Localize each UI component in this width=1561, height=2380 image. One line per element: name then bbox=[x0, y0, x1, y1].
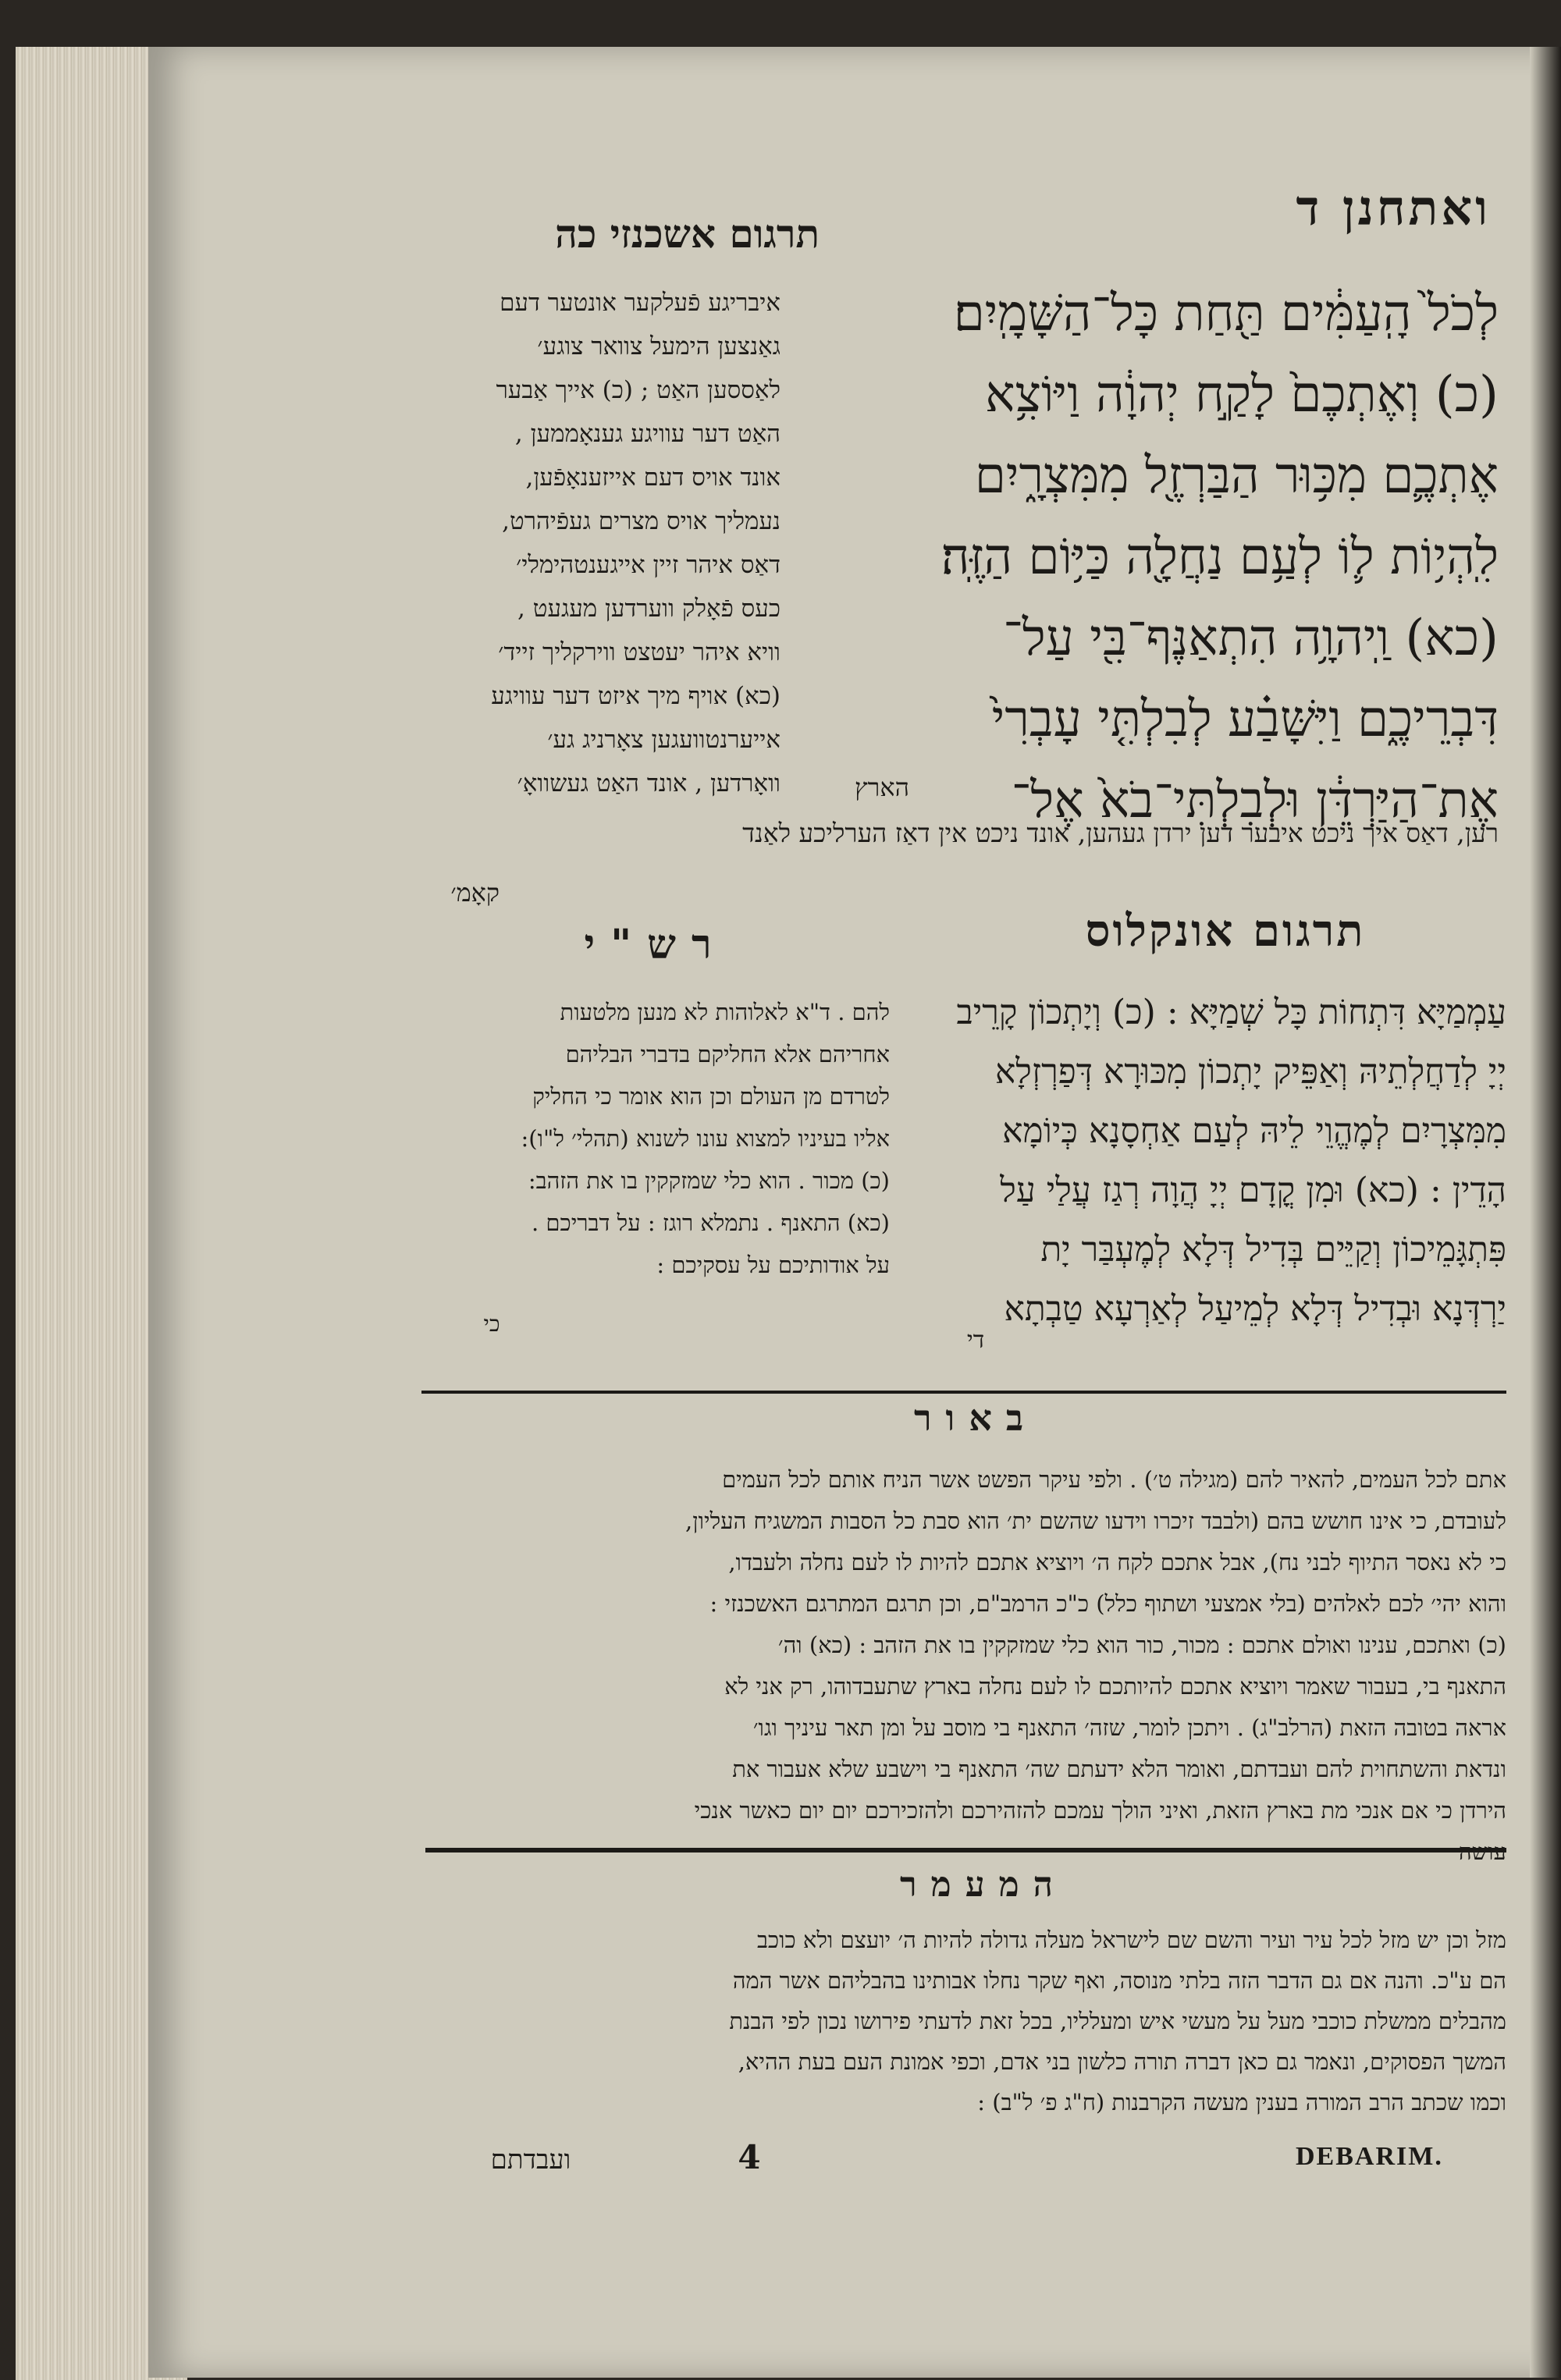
page-number: 4 bbox=[738, 2138, 761, 2176]
ashkenazi-line: האַט דער עוויגע גענאָממען , bbox=[514, 420, 780, 448]
torah-line: לְכֹל֙ הָֽעַמִּ֔ים תַּ֖חַת כָּל־הַשָּׁמָֽיִם׃ bbox=[953, 285, 1499, 343]
rashi-line: (כ) מכור . הוא כלי שמזקקין בו את הזהב: bbox=[528, 1167, 890, 1194]
section-divider bbox=[421, 1391, 1506, 1394]
ashkenazi-full-line: רען, דאַס איך ניכט איבער דען ירדן געהען, אונד ניכט אין דאַז הערליכע לאַנד bbox=[742, 818, 1499, 848]
biur-line: לעובדם, כי אינו חושש בהם (ולבבד זיכרו וידעו שהשם ית׳ הוא סבת כל הסבות המשגיח העליון, bbox=[684, 1508, 1506, 1534]
onkelos-line: יְיָ לְדַחֲלְתֵיהּ וְאַפֵּיק יָתְכוֹן מִכּוּרָא דְּפַרְזְלָא bbox=[994, 1052, 1506, 1092]
book-name: DEBARIM. bbox=[1296, 2142, 1443, 2171]
ashkenazi-line: אייערנטוועגען צאָרניג גע׳ bbox=[547, 726, 780, 754]
section-divider bbox=[425, 1848, 1506, 1852]
ashkenazi-end: קאָמ׳ bbox=[450, 878, 500, 908]
meamar-line: המשך הפסוקים, ונאמר גם כאן דברה תורה כלשון בני אדם, וכפי אמונת העם בעת ההיא, bbox=[738, 2048, 1506, 2075]
biur-line: (כ) ואתכם, ענינו ואולם אתכם : מכור, כור הוא כלי שמזקקין בו את הזהב : (כא) וה׳ bbox=[777, 1632, 1506, 1658]
ashkenazi-line: איבריגע פֿעלקער אונטער דעם bbox=[500, 289, 780, 317]
rashi-title: רש"י bbox=[584, 921, 727, 968]
onkelos-title: תרגום אונקלוס bbox=[1085, 905, 1366, 957]
torah-line: אֶת־הַיַּרְדֵּ֔ן וּלְבִלְתִּי־בֹא֙ אֶל־ bbox=[1011, 772, 1499, 829]
torah-line: (כ) וְאֶתְכֶם֙ לָקַ֣ח יְהוָ֔ה וַיּוֹצִ֥א bbox=[985, 366, 1499, 424]
targum-ashkenazi-header: תרגום אשכנזי כה bbox=[555, 211, 820, 257]
ashkenazi-line: וויא איהר יעטצט ווירקליך זייד׳ bbox=[498, 638, 780, 666]
ashkenazi-line: (כא) אויף מיך איזט דער עוויגע bbox=[491, 682, 780, 710]
onkelos-line: יַרְדְּנָא וּבְדִיל דְּלָא לְמֵיעַל לְאַרְעָא טַבְתָא bbox=[1004, 1289, 1506, 1329]
parsha-header: ואתחנן ד bbox=[1296, 179, 1491, 236]
book-spine-shadow bbox=[1530, 47, 1561, 2378]
torah-text bbox=[773, 273, 1499, 841]
rashi-line: להם . ד"א לאלוהות לא מנען מלטעות bbox=[560, 999, 890, 1025]
rashi-text bbox=[390, 991, 890, 1286]
ashkenazi-line: גאַנצען הימעל צוואר צוגע׳ bbox=[537, 332, 780, 361]
torah-line: (כא) וַֽיהוָ֥ה הִתְאַנֶּף־בִּ֖י עַל־ bbox=[1003, 609, 1499, 667]
meamar-title: המעמר bbox=[900, 1865, 1067, 1905]
ashkenazi-line: אונד אויס דעם אייזענאָפֿען, bbox=[525, 464, 780, 492]
ashkenazi-line: נעמליך אויס מצרים געפֿיהרט, bbox=[502, 507, 780, 535]
catchword-haaretz: הארץ bbox=[855, 773, 909, 802]
ashkenazi-translation bbox=[382, 281, 780, 805]
rashi-line: על אודותיכם על עסקיכם : bbox=[656, 1252, 890, 1278]
biur-title: באור bbox=[913, 1397, 1038, 1439]
footer-catchword: ועבדתם bbox=[490, 2144, 571, 2176]
torah-line: לִֽהְי֥וֹת ל֛וֹ לְעַ֥ם נַחֲלָ֖ה כַּיּ֥וֹם הַזֶּֽה׃ bbox=[941, 528, 1499, 586]
ashkenazi-line: וואָרדען , אונד האַט געשוואָ׳ bbox=[517, 769, 780, 797]
meamar-line: וכמו שכתב הרב המורה בענין מעשה הקרבנות (ח"ג פ׳ ל"ב) : bbox=[977, 2089, 1506, 2115]
rashi-line: אחריהם אלא החליקם בדברי הבליהם bbox=[565, 1041, 890, 1067]
rashi-line: לטרדם מן העולם וכן הוא אומר כי החליק bbox=[532, 1083, 890, 1110]
biur-line: כי לא נאסר התיוף לבני נח), אבל אתכם לקח ה׳ ויוציא אתכם להיות לו לעם נחלה ולעבדו, bbox=[728, 1549, 1506, 1575]
biur-line: אתם לכל העמים, להאיר להם (מגילה ט׳) . ולפי עיקר הפשט אשר הניח אותם לכל העמים bbox=[722, 1466, 1506, 1493]
biur-line: התאנף בי, בעבור שאמר ויוציא אתכם להיותכם לו לעם נחלה בארץ שתעבדוהו, רק אני לא bbox=[724, 1673, 1506, 1700]
biur-text bbox=[406, 1459, 1506, 1873]
onkelos-line: עַמְמַיָּא דִּתְחוֹת כָּל שְׁמַיָּא : (כ) וְיָתְכוֹן קָרֵיב bbox=[956, 993, 1506, 1032]
meamar-line: מהבלים ממשלת כוכבי מעל על מעשי איש ומעלליו, בכל זאת לדעתי פירושו נכון לפי הבנת bbox=[729, 2008, 1506, 2034]
rashi-catchword: כי bbox=[483, 1311, 500, 1337]
rashi-line: אליו בעיניו למצוא עונו לשנוא (תהלי׳ ל"ו): bbox=[521, 1125, 890, 1152]
onkelos-line: פִּתְגָּמֵיכוֹן וְקַיֵּים בְּדִיל דְּלָא לְמֶעְבַּר יָת bbox=[1040, 1230, 1506, 1270]
ashkenazi-line: לאַססען האַט ; (כ) אייך אַבער bbox=[496, 376, 780, 404]
onkelos-line: הָדֵין : (כא) וּמִן קֳדָם יְיָ הֲוָה רְגַז עֲלַי עַל bbox=[1000, 1170, 1506, 1210]
biur-line: אראה בטובה הזאת (הרלב"ג) . ויתכן לומר, שזה׳ התאנף בי מוסב על ומן תאר עיניך וגו׳ bbox=[752, 1714, 1506, 1741]
biur-line: ונדאת והשתחוית להם ועבדתם, ואומר הלא ידעתם שה׳ התאנף בי וישבע שלא אעבור את bbox=[732, 1756, 1506, 1782]
onkelos-line: מִמִּצְרָיִם לְמֶהֱוֵי לֵיהּ לְעַם אַחְסָנָא כְּיוֹמָא bbox=[1002, 1111, 1506, 1151]
torah-line: אֶתְכֶ֛ם מִכּ֥וּר הַבַּרְזֶ֖ל מִמִּצְרָ֑יִם bbox=[974, 447, 1499, 505]
biur-line: והוא יהי׳ לכם לאלהים (בלי אמצעי ושתוף כלל) כ"כ הרמב"ם, וכן תרגם המתרגם האשכנזי : bbox=[709, 1590, 1506, 1617]
biur-line: הירדן כי אם אנכי מת בארץ הזאת, ואיני הולך עמכם להזהירכם ולהזכירכם יום יום כאשר אנכי bbox=[694, 1797, 1506, 1824]
meamar-line: מזל וכן יש מזל לכל עיר ועיר והשם שם לישראל מעלה גדולה להיות ה׳ יועצם ולא כוכב bbox=[756, 1927, 1506, 1953]
rashi-line: (כא) התאנף . נתמלא רוגז : על דבריכם . bbox=[531, 1210, 890, 1236]
torah-line: דִּבְרֵיכֶ֑ם וַיִּשָּׁבַ֗ע לְבִלְתִּ֤י עָבְרִי֙ bbox=[991, 691, 1499, 748]
meamar-line: הם ע"כ. והנה אם גם הדבר הזה בלתי מנוסה, ואף שקר נחלו אבותינו בהבליהם אשר המה bbox=[732, 1967, 1506, 1994]
onkelos-text bbox=[905, 983, 1506, 1339]
ashkenazi-line: כעס פֿאָלק ווערדען מעגעט , bbox=[517, 595, 780, 623]
meamar-text bbox=[406, 1920, 1506, 2122]
onkelos-catchword: די bbox=[966, 1327, 985, 1354]
ashkenazi-line: דאַס איהר זיין אייגענטהימלי׳ bbox=[516, 551, 780, 579]
